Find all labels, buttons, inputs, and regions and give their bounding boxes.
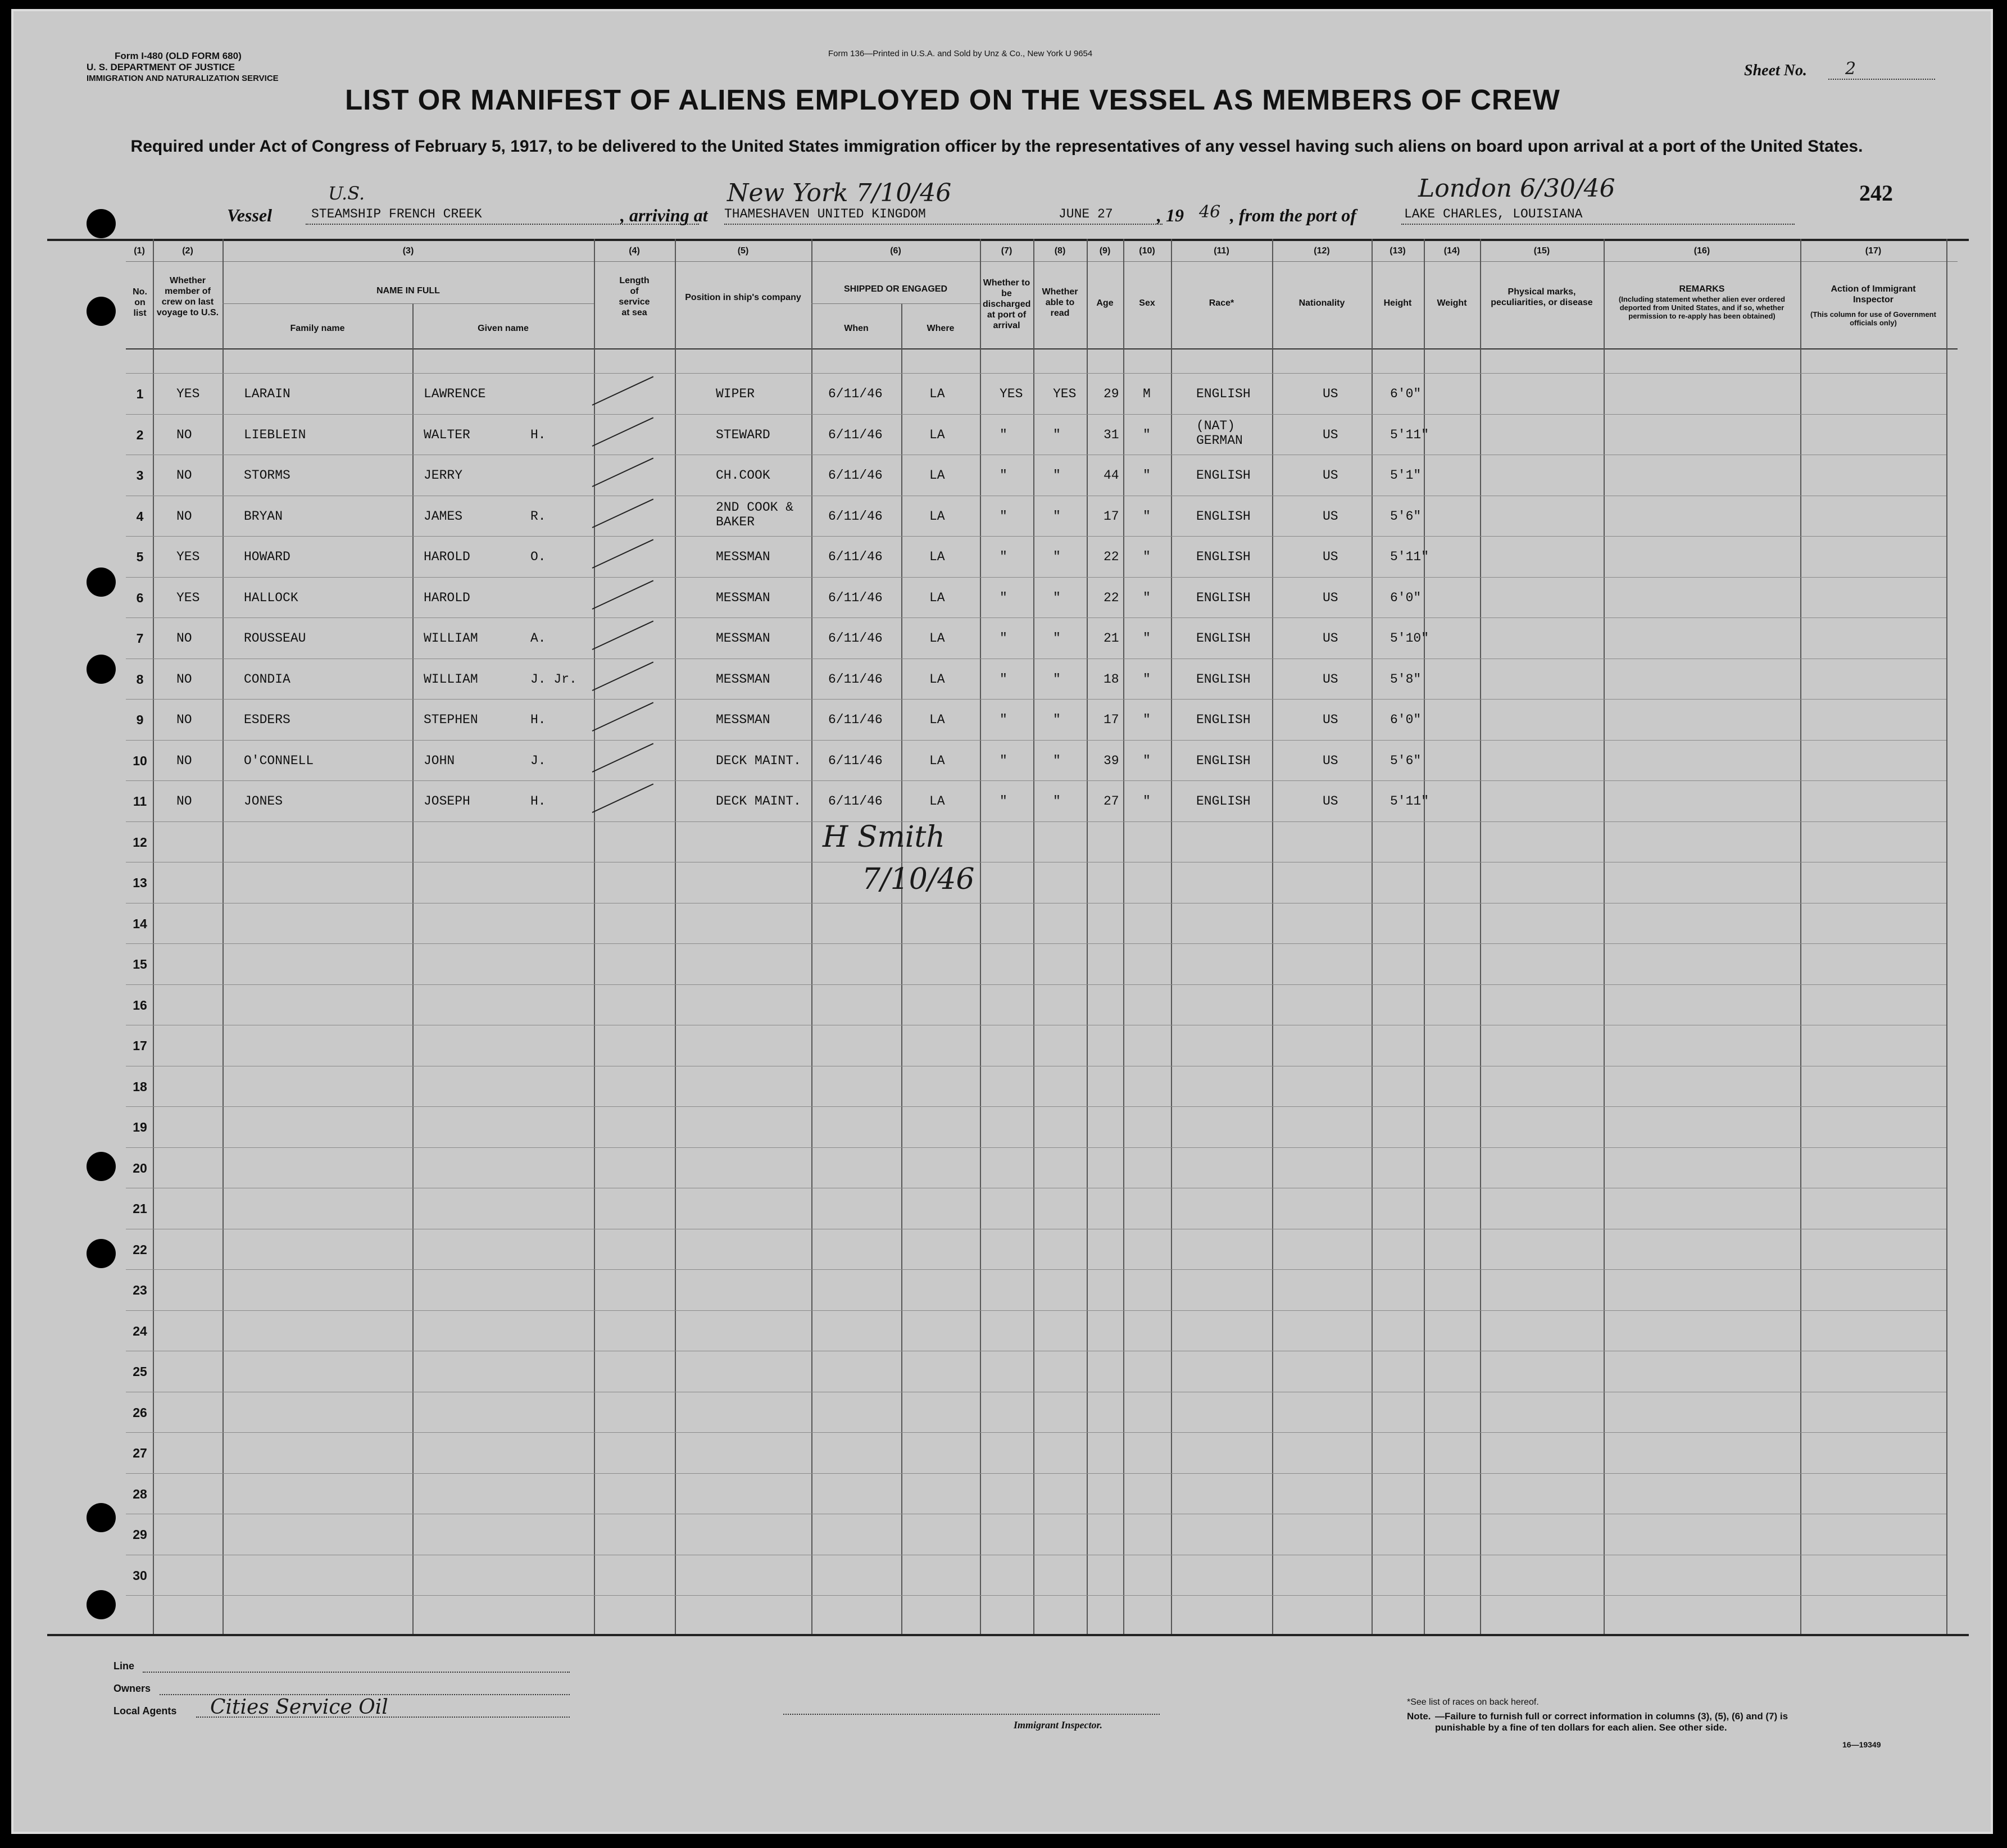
row-2-when: 6/11/46 [828,427,883,442]
page-title: LIST OR MANIFEST OF ALIENS EMPLOYED ON THE VESSEL AS MEMBERS OF CREW [345,84,1560,116]
row-2-height: 5'11" [1390,427,1429,442]
row-1-read: YES [1053,387,1077,401]
row-2-last: NO [176,427,192,442]
vessel-label: Vessel [227,205,272,225]
row-8-height: 5'8" [1390,671,1422,687]
row-5-nationality: US [1323,550,1338,564]
row-2-read: " [1053,427,1061,442]
punch-hole [87,1239,116,1268]
arriving-label: , arriving at [620,205,708,225]
row-7-discharge: " [1000,631,1007,646]
inspector-label: Immigrant Inspector. [1014,1719,1103,1731]
from-hand: London 6/30/46 [1418,174,1615,203]
row-1-given: LAWRENCE [424,387,486,401]
col-head-8: Whether able to read [1042,287,1078,318]
empty-row-number: 20 [133,1160,147,1175]
row-3-height: 5'1" [1390,468,1422,483]
service-check-mark [592,783,654,813]
row-1-no: 1 [136,387,144,401]
col-num-7: (7) [1001,246,1012,256]
row-7-race: ENGLISH [1196,631,1251,646]
row-5-height: 5'11" [1390,550,1429,564]
row-11-sex: " [1143,794,1151,809]
row-3-read: " [1053,468,1061,483]
inspector-date: 7/10/46 [862,862,975,896]
row-3-when: 6/11/46 [828,468,883,483]
row-10-age: 39 [1104,753,1119,768]
year-value: 46 [1199,202,1221,222]
row-8-where: LA [929,671,945,687]
row-11-discharge: " [1000,794,1007,809]
table-top-rule [47,239,1969,241]
col-num-5: (5) [737,246,749,256]
row-4-given: JAMES [424,508,463,524]
row-10-race: ENGLISH [1196,753,1251,768]
row-9-last: NO [176,712,192,727]
row-2-position: STEWARD [716,427,770,442]
inspector-signature: H Smith [823,820,945,854]
row-11-race: ENGLISH [1196,794,1251,809]
row-10-last: NO [176,753,192,768]
row-4-height: 5'6" [1390,508,1422,524]
row-6-sex: " [1143,590,1151,605]
row-7-nationality: US [1323,631,1338,646]
empty-row-number: 26 [133,1405,147,1420]
row-9-family: ESDERS [244,712,290,727]
row-2-sex: " [1143,427,1151,442]
agents-hand: Cities Service Oil [210,1696,388,1719]
row-7-when: 6/11/46 [828,631,883,646]
row-3-nationality: US [1323,468,1338,483]
col-head-17: Action of Immigrant Inspector [1831,284,1916,305]
row-9-sex: " [1143,712,1151,727]
col-head-16: REMARKS [1679,284,1725,294]
col-head-where: Where [927,324,955,333]
col-head-4: Length of service at sea [619,276,650,317]
row-8-when: 6/11/46 [828,671,883,687]
row-7-last: NO [176,631,192,646]
row-11-when: 6/11/46 [828,794,883,809]
table-header-rule [126,348,1958,349]
row-2-no: 2 [136,427,144,442]
col-num-1: (1) [134,246,145,256]
row-4-race: ENGLISH [1196,508,1251,524]
service-check-mark [592,417,654,447]
row-3-where: LA [929,468,945,483]
arriving-hand: New York 7/10/46 [727,179,952,207]
col-head-11: Race* [1209,298,1234,308]
col-num-17: (17) [1865,246,1882,256]
row-6-race: ENGLISH [1196,590,1251,605]
row-10-no: 10 [133,753,147,768]
row-7-no: 7 [136,631,144,646]
row-5-discharge: " [1000,550,1007,564]
row-6-nationality: US [1323,590,1338,605]
row-7-given: WILLIAM [424,631,478,646]
row-6-when: 6/11/46 [828,590,883,605]
col-head-14: Weight [1437,298,1467,308]
vessel-name: STEAMSHIP FRENCH CREEK [311,207,482,221]
row-8-sex: " [1143,671,1151,687]
row-9-read: " [1053,712,1061,727]
inspector-note: (This column for use of Government officials only) [1810,310,1936,327]
row-11-given: JOSEPH [424,794,470,809]
empty-row-number: 23 [133,1283,147,1297]
year-label: , 19 [1157,205,1184,225]
remarks-note: (Including statement whether alien ever ordered deported from United States, and if so, whether permission to re-apply has been obtained) [1618,295,1786,320]
row-6-where: LA [929,590,945,605]
row-5-age: 22 [1104,550,1119,564]
row-9-when: 6/11/46 [828,712,883,727]
row-3-no: 3 [136,468,144,483]
row-2-discharge: " [1000,427,1007,442]
empty-row-number: 29 [133,1527,147,1542]
row-3-position: CH.COOK [716,468,770,483]
row-4-when: 6/11/46 [828,508,883,524]
service-name: IMMIGRATION AND NATURALIZATION SERVICE [87,74,279,83]
row-8-family: CONDIA [244,671,290,687]
row-6-position: MESSMAN [716,590,770,605]
service-check-mark [592,457,654,487]
row-8-age: 18 [1104,671,1119,687]
row-1-nationality: US [1323,387,1338,401]
row-6-no: 6 [136,590,144,605]
row-11-age: 27 [1104,794,1119,809]
row-3-sex: " [1143,468,1151,483]
row-8-given: WILLIAM [424,671,478,687]
col-num-3: (3) [402,246,414,256]
row-4-where: LA [929,508,945,524]
row-10-family: O'CONNELL [244,753,314,768]
row-11-position: DECK MAINT. [716,794,801,809]
col-head-9: Age [1096,298,1114,308]
empty-row-number: 13 [133,875,147,890]
row-2-family: LIEBLEIN [244,427,306,442]
row-4-last: NO [176,508,192,524]
col-head-when: When [844,324,869,333]
row-8-position: MESSMAN [716,671,770,687]
punch-hole [87,567,116,597]
col-num-11: (11) [1214,246,1229,256]
sheet-label: Sheet No. [1744,62,1807,79]
row-3-family: STORMS [244,468,290,483]
col-head-13: Height [1383,298,1412,308]
col-head-15: Physical marks, peculiarities, or disease [1491,287,1593,307]
row-6-given: HAROLD [424,590,470,605]
row-6-last: YES [176,590,200,605]
col-num-15: (15) [1533,246,1550,256]
vessel-hand: U.S. [328,183,365,204]
row-7-read: " [1053,631,1061,646]
row-1-height: 6'0" [1390,387,1422,401]
note-text: —Failure to furnish full or correct information in columns (3), (5), (6) and (7) is punishable by a fine of ten dollars for each alien. See other side. [1435,1711,1788,1733]
col-head-family: Family name [290,324,345,333]
row-1-sex: M [1143,387,1151,401]
punch-hole [87,209,116,238]
row-9-discharge: " [1000,712,1007,727]
col-num-4: (4) [629,246,640,256]
row-5-read: " [1053,550,1061,564]
row-4-family: BRYAN [244,508,283,524]
service-check-mark [592,661,654,691]
race-note: *See list of races on back hereof. [1407,1697,1539,1707]
empty-row-number: 22 [133,1242,147,1257]
row-11-read: " [1053,794,1061,809]
col-num-6: (6) [890,246,901,256]
empty-row-number: 18 [133,1079,147,1094]
punch-hole [87,1503,116,1532]
sheet-number: 2 [1845,59,1856,79]
row-5-no: 5 [136,550,144,564]
col-num-12: (12) [1314,246,1330,256]
row-1-family: LARAIN [244,387,290,401]
row-10-nationality: US [1323,753,1338,768]
row-10-where: LA [929,753,945,768]
row-10-given: JOHN [424,753,455,768]
row-5-race: ENGLISH [1196,550,1251,564]
row-9-position: MESSMAN [716,712,770,727]
col-head-3: NAME IN FULL [376,286,440,296]
empty-row-number: 27 [133,1446,147,1460]
form-code: 16—19349 [1842,1740,1881,1749]
row-6-read: " [1053,590,1061,605]
row-1-when: 6/11/46 [828,387,883,401]
row-11-no: 11 [133,794,147,809]
row-6-discharge: " [1000,590,1007,605]
row-9-height: 6'0" [1390,712,1422,727]
row-9-where: LA [929,712,945,727]
col-num-16: (16) [1693,246,1710,256]
empty-row-number: 15 [133,957,147,971]
row-4-nationality: US [1323,508,1338,524]
row-1-race: ENGLISH [1196,387,1251,401]
row-10-discharge: " [1000,753,1007,768]
stamp-number: 242 [1859,180,1893,206]
punch-hole [87,1152,116,1181]
row-3-discharge: " [1000,468,1007,483]
row-1-discharge: YES [1000,387,1023,401]
printer-note: Form 136—Printed in U.S.A. and Sold by Unz & Co., New York U 9654 [828,49,1093,58]
row-6-age: 22 [1104,590,1119,605]
empty-row-number: 14 [133,916,147,931]
row-2-age: 31 [1104,427,1119,442]
empty-row-number: 16 [133,997,147,1012]
arriving-port: THAMESHAVEN UNITED KINGDOM [724,207,926,221]
row-8-read: " [1053,671,1061,687]
row-8-race: ENGLISH [1196,671,1251,687]
row-2-initial: H. [530,427,546,442]
empty-row-number: 30 [133,1568,147,1583]
row-11-nationality: US [1323,794,1338,809]
row-1-position: WIPER [716,387,755,401]
col-head-1: No. on list [133,287,147,318]
col-num-13: (13) [1390,246,1406,256]
row-11-where: LA [929,794,945,809]
row-11-height: 5'11" [1390,794,1429,809]
col-head-6: SHIPPED OR ENGAGED [843,284,948,294]
row-7-age: 21 [1104,631,1119,646]
row-8-initial: J. Jr. [530,671,577,687]
department: U. S. DEPARTMENT OF JUSTICE [87,62,235,72]
empty-row-number: 24 [133,1323,147,1338]
row-8-nationality: US [1323,671,1338,687]
row-5-sex: " [1143,550,1151,564]
punch-hole [87,297,116,326]
col-num-2: (2) [182,246,193,256]
row-6-height: 6'0" [1390,590,1422,605]
row-2-race: (NAT) GERMAN [1196,418,1243,448]
row-3-last: NO [176,468,192,483]
row-7-initial: A. [530,631,546,646]
row-4-discharge: " [1000,508,1007,524]
row-5-given: HAROLD [424,550,470,564]
row-6-family: HALLOCK [244,590,298,605]
empty-row-number: 28 [133,1486,147,1501]
service-check-mark [592,539,654,569]
row-11-family: JONES [244,794,283,809]
row-11-last: NO [176,794,192,809]
col-head-2: Whether member of crew on last voyage to U.S. [156,276,219,317]
row-7-family: ROUSSEAU [244,631,306,646]
row-7-position: MESSMAN [716,631,770,646]
service-check-mark [592,620,654,650]
row-3-race: ENGLISH [1196,468,1251,483]
row-1-where: LA [929,387,945,401]
empty-row-number: 21 [133,1201,147,1216]
row-2-nationality: US [1323,427,1338,442]
row-9-no: 9 [136,712,144,727]
row-9-age: 17 [1104,712,1119,727]
row-4-no: 4 [136,508,144,524]
row-5-when: 6/11/46 [828,550,883,564]
empty-row-number: 12 [133,834,147,850]
col-num-10: (10) [1139,246,1155,256]
owners-label: Owners [113,1683,151,1694]
note-label: Note. [1407,1711,1431,1722]
punch-hole [87,655,116,684]
from-port: LAKE CHARLES, LOUISIANA [1404,207,1583,221]
row-10-when: 6/11/46 [828,753,883,768]
service-check-mark [592,702,654,732]
row-10-read: " [1053,753,1061,768]
row-9-nationality: US [1323,712,1338,727]
row-4-initial: R. [530,508,546,524]
row-2-given: WALTER [424,427,470,442]
row-5-initial: O. [530,550,546,564]
service-check-mark [592,580,654,610]
row-4-position: 2ND COOK & BAKER [716,500,794,529]
row-7-sex: " [1143,631,1151,646]
row-1-last: YES [176,387,200,401]
row-8-discharge: " [1000,671,1007,687]
service-check-mark [592,743,654,773]
empty-row-number: 25 [133,1364,147,1379]
row-1-age: 29 [1104,387,1119,401]
from-label: , from the port of [1230,205,1356,225]
form-number: Form I-480 (OLD FORM 680) [115,51,242,61]
row-4-age: 17 [1104,508,1119,524]
row-5-last: YES [176,550,200,564]
required-text: Required under Act of Congress of February 5, 1917, to be delivered to the United States immigration officer by the representatives of any vessel having such aliens on board upon arrival at a port of the United States. [130,137,1863,156]
row-3-given: JERRY [424,468,463,483]
service-check-mark [592,498,654,528]
empty-row-number: 19 [133,1120,147,1134]
col-num-9: (9) [1099,246,1111,256]
col-head-10: Sex [1139,298,1155,308]
table-bottom-rule [47,1634,1969,1636]
row-9-given: STEPHEN [424,712,478,727]
punch-hole [87,1590,116,1619]
row-10-sex: " [1143,753,1151,768]
row-11-initial: H. [530,794,546,809]
row-8-no: 8 [136,671,144,687]
col-head-7: Whether to be discharged at port of arrival [983,278,1031,330]
row-4-read: " [1053,508,1061,524]
row-7-height: 5'10" [1390,631,1429,646]
col-num-14: (14) [1443,246,1460,256]
row-9-race: ENGLISH [1196,712,1251,727]
row-10-initial: J. [530,753,546,768]
row-5-where: LA [929,550,945,564]
row-7-where: LA [929,631,945,646]
row-9-initial: H. [530,712,546,727]
row-8-last: NO [176,671,192,687]
col-head-12: Nationality [1298,298,1345,308]
col-head-5: Position in ship's company [685,293,801,302]
manifest-sheet [11,9,1993,1834]
row-10-position: DECK MAINT. [716,753,801,768]
row-4-sex: " [1143,508,1151,524]
row-5-family: HOWARD [244,550,290,564]
empty-row-number: 17 [133,1038,147,1053]
agents-label: Local Agents [113,1705,177,1717]
col-head-given: Given name [478,324,529,333]
row-10-height: 5'6" [1390,753,1422,768]
row-3-age: 44 [1104,468,1119,483]
row-2-where: LA [929,427,945,442]
col-num-8: (8) [1054,246,1066,256]
line-label: Line [113,1660,135,1672]
service-check-mark [592,376,654,406]
row-5-position: MESSMAN [716,550,770,564]
arrival-date: JUNE 27 [1059,207,1113,221]
